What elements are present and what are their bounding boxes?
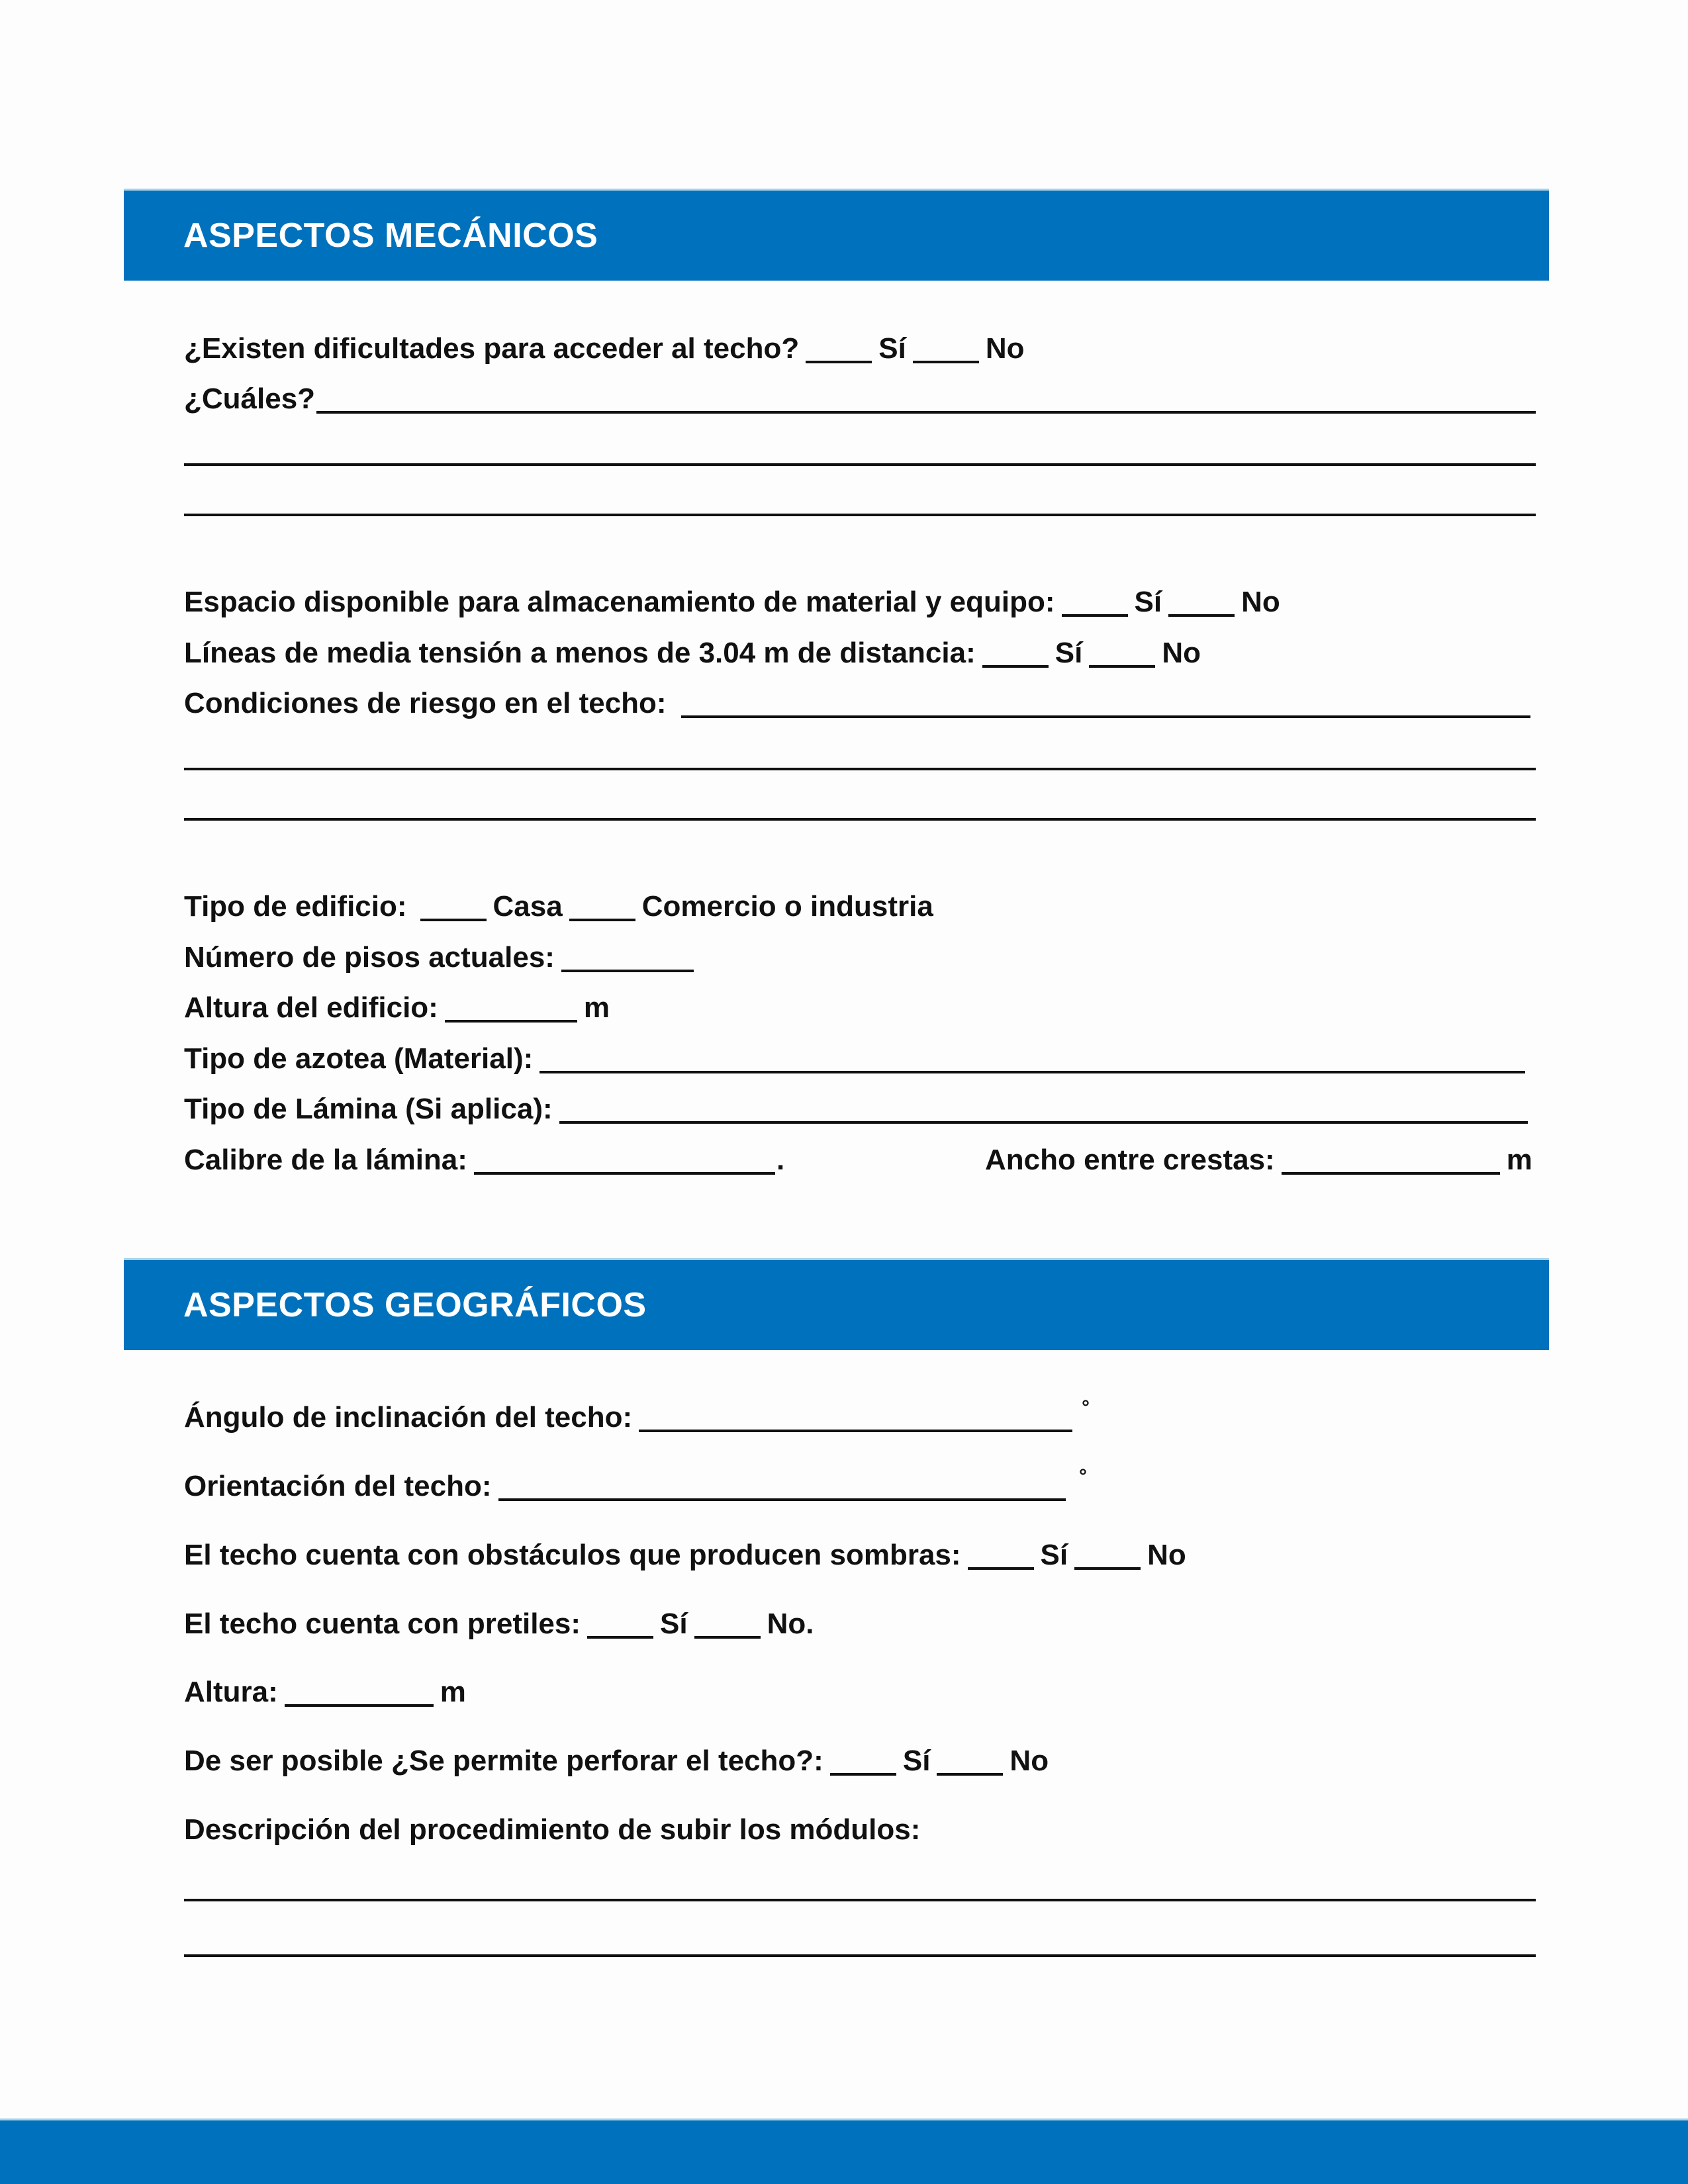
question-label: Descripción del procedimiento de subir los módulos:	[184, 1813, 921, 1846]
question-calibre	[184, 1140, 784, 1180]
question-ancho	[985, 1140, 1532, 1180]
yes-label: Sí	[660, 1608, 688, 1640]
answer-line[interactable]	[184, 463, 1536, 466]
comercio-blank[interactable]	[569, 892, 635, 921]
question-label: Calibre de la lámina:	[184, 1144, 467, 1176]
yes-blank[interactable]	[982, 639, 1049, 668]
answer-line[interactable]	[184, 768, 1536, 770]
yes-blank[interactable]	[806, 334, 872, 363]
yes-label: Sí	[902, 1745, 931, 1777]
altura-edificio-blank[interactable]	[445, 993, 577, 1023]
calibre-blank[interactable]	[474, 1146, 775, 1175]
question-label: De ser posible ¿Se permite perforar el techo?:	[184, 1745, 823, 1777]
answer-line[interactable]	[184, 1899, 1536, 1901]
yes-label: Sí	[1055, 637, 1083, 669]
question-label: Tipo de edificio:	[184, 890, 407, 923]
yes-blank[interactable]	[830, 1747, 896, 1776]
cuales-answer-line[interactable]	[316, 385, 1536, 414]
meters-unit: m	[1506, 1144, 1532, 1176]
yes-blank[interactable]	[968, 1541, 1034, 1570]
casa-label: Casa	[492, 890, 563, 923]
no-blank[interactable]	[1089, 639, 1155, 668]
question-label: Número de pisos actuales:	[184, 941, 555, 974]
question-label: Ángulo de inclinación del techo:	[184, 1401, 633, 1433]
comercio-label: Comercio o industria	[641, 890, 933, 923]
question-dificultades	[184, 329, 1024, 369]
question-label: El techo cuenta con obstáculos que producen sombras:	[184, 1539, 961, 1571]
no-blank[interactable]	[937, 1747, 1003, 1776]
ancho-blank[interactable]	[1282, 1146, 1500, 1175]
no-label: No	[1241, 586, 1280, 618]
no-blank[interactable]	[913, 334, 979, 363]
no-label: No.	[767, 1608, 814, 1640]
answer-line[interactable]	[184, 514, 1536, 516]
yes-blank[interactable]	[1062, 588, 1128, 617]
footer-band	[0, 2120, 1688, 2184]
answer-line[interactable]	[184, 818, 1536, 821]
calibre-suffix: .	[776, 1144, 785, 1176]
question-label: ¿Existen dificultades para acceder al techo?	[184, 332, 800, 365]
riesgo-answer-line[interactable]	[681, 689, 1530, 718]
question-cuales	[184, 379, 1536, 419]
question-riesgo	[184, 684, 1530, 723]
question-lamina	[184, 1089, 1528, 1129]
altura-blank[interactable]	[285, 1678, 434, 1707]
no-blank[interactable]	[1168, 588, 1235, 617]
question-angulo	[184, 1398, 1079, 1437]
no-label: No	[1147, 1539, 1186, 1571]
question-label: Altura:	[184, 1676, 278, 1708]
angulo-blank[interactable]	[639, 1403, 1072, 1432]
question-label: Ancho entre crestas:	[985, 1144, 1275, 1176]
question-label: Tipo de Lámina (Si aplica):	[184, 1093, 553, 1125]
meters-unit: m	[583, 991, 610, 1024]
yes-label: Sí	[1134, 586, 1162, 618]
yes-blank[interactable]	[587, 1610, 653, 1639]
casa-blank[interactable]	[420, 892, 487, 921]
section-title: ASPECTOS MECÁNICOS	[183, 216, 598, 255]
question-lineas	[184, 633, 1201, 673]
question-label: Espacio disponible para almacenamiento de material y equipo:	[184, 586, 1055, 618]
question-label: ¿Cuáles?	[184, 383, 316, 415]
question-azotea	[184, 1039, 1525, 1079]
question-label: Líneas de media tensión a menos de 3.04 m de distancia:	[184, 637, 976, 669]
question-label: Altura del edificio:	[184, 991, 438, 1024]
question-label: Orientación del techo:	[184, 1470, 492, 1502]
question-altura	[184, 1672, 466, 1712]
answer-line[interactable]	[184, 1954, 1536, 1957]
question-pretiles	[184, 1604, 814, 1644]
degree-symbol: °	[1082, 1396, 1090, 1418]
meters-unit: m	[440, 1676, 466, 1708]
degree-symbol: °	[1079, 1465, 1087, 1487]
question-orientacion	[184, 1467, 1072, 1506]
question-label: Tipo de azotea (Material):	[184, 1042, 534, 1075]
question-descripcion	[184, 1810, 920, 1850]
no-blank[interactable]	[1074, 1541, 1141, 1570]
question-tipo-edificio	[184, 887, 933, 927]
yes-label: Sí	[1040, 1539, 1068, 1571]
question-label: Condiciones de riesgo en el techo:	[184, 687, 667, 719]
question-altura-edificio	[184, 988, 610, 1028]
azotea-answer-line[interactable]	[539, 1044, 1525, 1073]
section-header-geograficos	[124, 1260, 1549, 1350]
question-perforar	[184, 1741, 1049, 1781]
question-pisos	[184, 938, 700, 978]
no-label: No	[985, 332, 1025, 365]
lamina-answer-line[interactable]	[559, 1095, 1528, 1124]
section-title: ASPECTOS GEOGRÁFICOS	[183, 1286, 647, 1324]
pisos-blank[interactable]	[561, 943, 694, 972]
section-header-mecanicos	[124, 191, 1549, 281]
question-espacio	[184, 582, 1280, 622]
question-label: El techo cuenta con pretiles:	[184, 1608, 581, 1640]
no-label: No	[1009, 1745, 1049, 1777]
question-sombras	[184, 1535, 1186, 1575]
no-blank[interactable]	[694, 1610, 761, 1639]
no-label: No	[1162, 637, 1201, 669]
yes-label: Sí	[878, 332, 906, 365]
orientacion-blank[interactable]	[498, 1472, 1066, 1501]
